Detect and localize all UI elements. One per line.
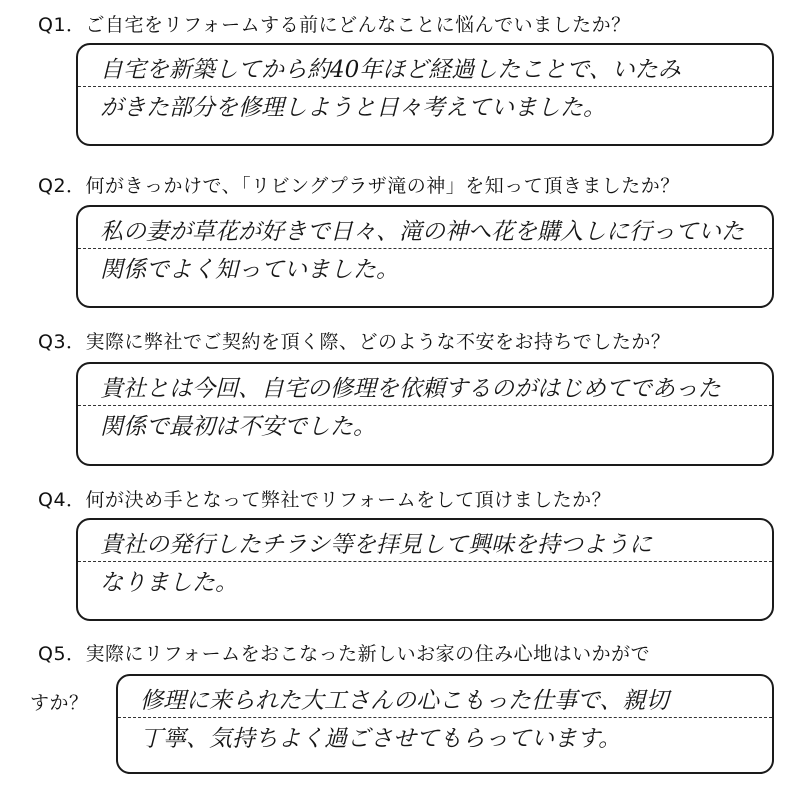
answer-4-line-2: なりました。 <box>100 570 238 596</box>
answer-5-box <box>116 674 774 774</box>
question-5-label: Q5．実際にリフォームをおこなった新しいお家の住み心地はいかがで <box>38 643 651 665</box>
answer-3-line-2: 関係で最初は不安でした。 <box>100 414 376 440</box>
answer-4-box <box>76 518 774 621</box>
answer-3-box <box>76 362 774 466</box>
question-5-label-continued: すか？ <box>30 692 89 714</box>
question-3-label: Q3．実際に弊社でご契約を頂く際、どのような不安をお持ちでしたか？ <box>38 331 671 353</box>
answer-5-line-2: 丁寧、気持ちよく過ごさせてもらっています。 <box>140 726 622 752</box>
answer-5-line-1: 修理に来られた大工さんの心こもった仕事で、親切 <box>118 684 772 718</box>
answer-2-box <box>76 205 774 308</box>
answer-1-line-2: がきた部分を修理しようと日々考えていました。 <box>100 95 606 121</box>
answer-2-line-1: 私の妻が草花が好きで日々、滝の神へ花を購入しに行っていた <box>78 215 772 249</box>
answer-3-line-1: 貴社とは今回、自宅の修理を依頼するのがはじめてであった <box>78 372 772 406</box>
answer-4-line-1: 貴社の発行したチラシ等を拝見して興味を持つように <box>78 528 772 562</box>
question-4-label: Q4．何が決め手となって弊社でリフォームをして頂けましたか？ <box>38 489 612 511</box>
question-2-label: Q2．何がきっかけで、「リビングプラザ滝の神」を知って頂きましたか？ <box>38 175 680 197</box>
answer-1-box <box>76 43 774 146</box>
answer-1-line-1: 自宅を新築してから約40年ほど経過したことで、いたみ <box>78 53 772 87</box>
question-1-label: Q1．ご自宅をリフォームする前にどんなことに悩んでいましたか？ <box>38 14 631 36</box>
answer-2-line-2: 関係でよく知っていました。 <box>100 257 399 283</box>
